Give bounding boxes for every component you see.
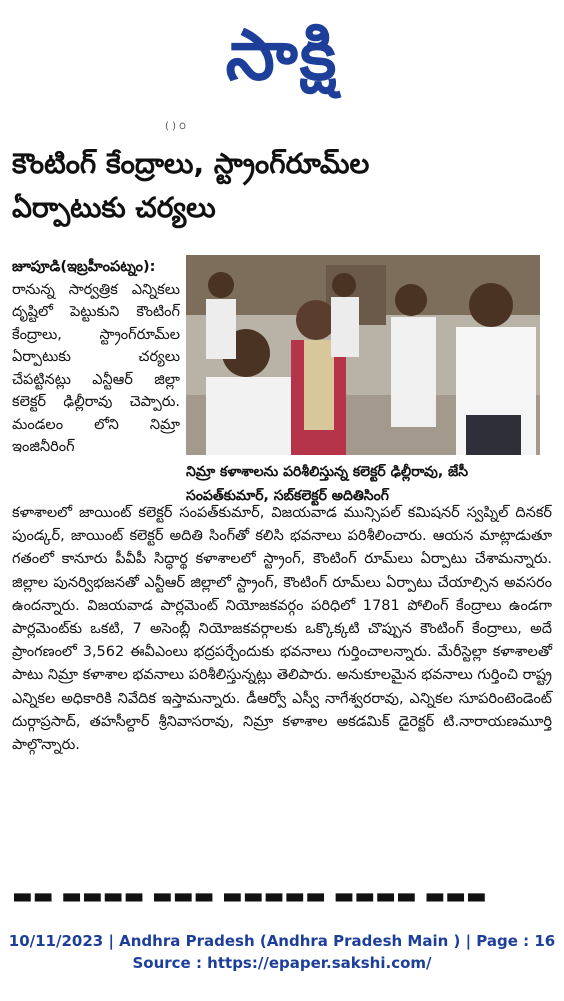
masthead [0,0,564,110]
article-body-text: కళాశాలలో జాయింట్ కలెక్టర్ సంపత్‌కుమార్, విజయవాడ మున్సిపల్ కమిషనర్ స్వప్నిల్ దినకర్ పుండ్కర్, జాయింట్ కలెక్టర్ అదితి సింగ్‌తో కలిసి భవనాలు పరిశీలించారు. ఆయన మాట్లాడుతూ గతంలో కానూరు పీవీపీ సిద్ధార్థ కళాశాలలో స్ట్రాంగ్, కౌంటింగ్ రూమ్‌లు ఏర్పాటు చేశామన్నారు. జిల్లాల పునర్విభజనతో ఎన్టీఆర్ జిల్లాలో స్ట్రాంగ్, కౌంటింగ్ రూమ్‌లు ఏర్పాటు చేయాల్సిన అవసరం ఉందన్నారు. విజయవాడ పార్లమెంట్ నియోజకవర్గం పరిధిలో 1781 పోలింగ్ కేంద్రాలు ఉండగా పార్లమెంట్‌కు ఒకటి, 7 అసెంబ్లీ నియోజకవర్గాలకు ఒక్కొక్కటి చొప్పున కౌంటింగ్ కేంద్రాలు, అదే ప్రాంగణంలో 3,562 ఈవీఎంలు భద్రపర్చేందుకు భవనాలు గుర్తించాలన్నారు. మేరీస్టెల్లా కళాశాలతో పాటు నిమ్రా కళాశాల భవనాలు పరిశీలిస్తున్నట్లు తెలిపారు. అనుకూలమైన భవనాలు గుర్తించి రాష్ట్ర ఎన్నికల అధికారికి నివేదిక ఇస్తామన్నారు. డీఆర్వో ఎస్వీ నాగేశ్వరరావు, ఎన్నికల సూపరింటెండెంట్ దుర్గాప్రసాద్, తహసీల్దార్ శ్రీనివాసరావు, నిమ్రా కళాశాల అకడమిక్ డైరెక్టర్ టి.నారాయణమూర్తి పాల్గొన్నారు. [12,505,552,754]
photo-caption: నిమ్రా కళాశాలను పరిశీలిస్తున్న కలెక్టర్ ఢిల్లీరావు, జేసీ సంపత్‌కుమార్, సబ్‌కలెక్టర్ అదితిసింగ్ [186,464,469,504]
headline-line-2: ఏర్పాటుకు చర్యలు [12,191,216,224]
officials-photo-illustration [186,255,540,455]
dateline: జూపూడి(ఇబ్రహీంపట్నం): [12,259,156,275]
footer-edition-info: 10/11/2023 | Andhra Pradesh (Andhra Pradesh Main ) | Page : 16 [8,932,556,950]
next-article-cut-line: ▬▬ ▬▬▬▬ ▬▬▬ ▬▬▬▬▬ ▬▬▬▬ ▬▬▬ [12,884,487,909]
clipped-text-fragment: ( ) ౦ [165,121,186,132]
news-photo [186,255,540,455]
article-intro-text: రానున్న సార్వత్రిక ఎన్నికలు దృష్టిలో పెట్టుకుని కౌంటింగ్ కేంద్రాలు, స్ట్రాంగ్‌రూమ్‌ల ఏర్పాటుకు చర్యలు చేపట్టినట్లు ఎన్టీఆర్ జిల్లా కలెక్టర్ ఢిల్లీరావు చెప్పారు. మండలం లోని నిమ్రా ఇంజినీరింగ్ [12,281,180,455]
footer-source-link[interactable]: Source : https://epaper.sakshi.com/ [132,954,432,972]
headline [12,142,557,230]
headline-line-1: కౌంటింగ్ కేంద్రాలు, స్ట్రాంగ్‌రూమ్‌ల [12,147,370,180]
sakshi-logo: సాక్షి [225,14,339,96]
page-footer [0,930,564,974]
article-left-column [12,256,180,459]
